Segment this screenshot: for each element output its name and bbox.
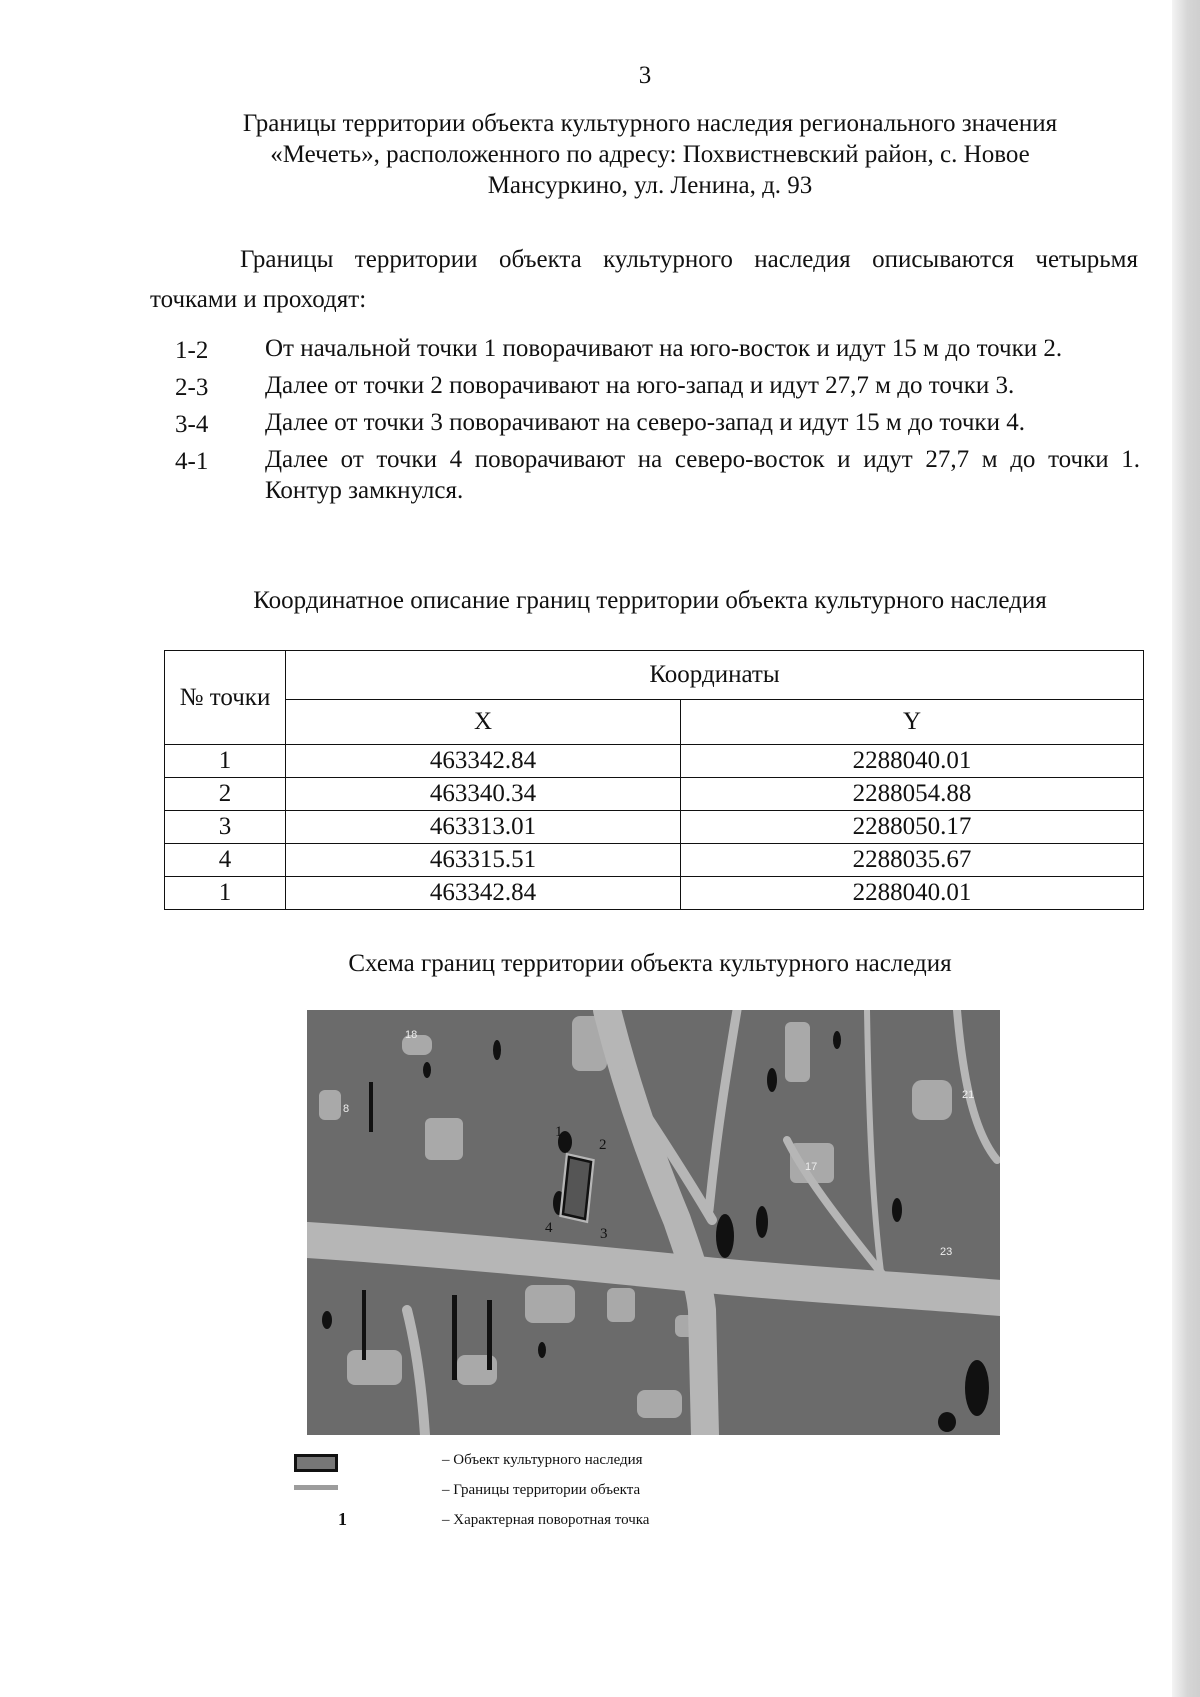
border-legend-symbol bbox=[294, 1485, 338, 1490]
cell-x: 463340.34 bbox=[286, 778, 681, 811]
segment-number: 2-3 bbox=[175, 374, 209, 401]
scheme-caption: Схема границ территории объекта культурного наследия bbox=[348, 950, 952, 977]
segment-description: От начальной точки 1 поворачивают на юго-восток и идут 15 м до точки 2. bbox=[265, 335, 1063, 362]
cell-x: 463342.84 bbox=[286, 745, 681, 778]
document-title bbox=[150, 108, 1150, 201]
header-point-number: № точки bbox=[165, 651, 286, 745]
point-label: 4 bbox=[545, 1220, 553, 1236]
cell-point: 4 bbox=[165, 844, 286, 877]
segment-row bbox=[175, 370, 1140, 403]
title-line: Мансуркино, ул. Ленина, д. 93 bbox=[487, 172, 813, 199]
cell-y: 2288040.01 bbox=[681, 877, 1144, 910]
scan-edge bbox=[1172, 0, 1200, 1697]
title-line: «Мечеть», расположенного по адресу: Похвистневский район, с. Новое bbox=[270, 141, 1030, 168]
boundary-scheme-map bbox=[307, 1010, 1000, 1435]
cell-point: 2 bbox=[165, 778, 286, 811]
cell-x: 463315.51 bbox=[286, 844, 681, 877]
cell-x: 463342.84 bbox=[286, 877, 681, 910]
point-label: 1 bbox=[555, 1124, 563, 1140]
building-number: 21 bbox=[962, 1089, 975, 1101]
cell-y: 2288054.88 bbox=[681, 778, 1144, 811]
cell-point: 3 bbox=[165, 811, 286, 844]
legend-text: – Объект культурного наследия bbox=[442, 1452, 643, 1468]
header-y: Y bbox=[681, 700, 1144, 745]
segment-row bbox=[175, 444, 1140, 506]
table-row bbox=[165, 844, 1144, 877]
cell-y: 2288040.01 bbox=[681, 745, 1144, 778]
cell-y: 2288050.17 bbox=[681, 811, 1144, 844]
legend-row bbox=[292, 1508, 742, 1538]
table-row bbox=[165, 877, 1144, 910]
map-background bbox=[307, 1010, 1000, 1435]
table-row bbox=[165, 811, 1144, 844]
heritage-object bbox=[563, 1157, 591, 1219]
header-x: X bbox=[286, 700, 681, 745]
segment-number: 3-4 bbox=[175, 411, 209, 438]
building-number: 23 bbox=[940, 1246, 953, 1258]
segment-description: Далее от точки 4 поворачивают на северо-восток и идут 27,7 м до точки 1. Контур замкнулся. bbox=[265, 446, 1140, 504]
segment-description: Далее от точки 3 поворачивают на северо-запад и идут 15 м до точки 4. bbox=[265, 409, 1025, 436]
map-legend bbox=[292, 1448, 742, 1538]
table-header-row bbox=[165, 700, 1144, 745]
coordinates-caption: Координатное описание границ территории объекта культурного наследия bbox=[253, 587, 1047, 614]
page-number: 3 bbox=[638, 62, 652, 89]
cell-x: 463313.01 bbox=[286, 811, 681, 844]
legend-row bbox=[292, 1448, 742, 1478]
legend-row bbox=[292, 1478, 742, 1508]
segment-number: 4-1 bbox=[175, 448, 209, 475]
point-label: 3 bbox=[600, 1226, 608, 1242]
object-legend-symbol bbox=[294, 1454, 338, 1472]
title-line: Границы территории объекта культурного наследия регионального значения bbox=[242, 110, 1058, 137]
point-label: 2 bbox=[599, 1137, 607, 1153]
coordinates-table bbox=[164, 650, 1144, 910]
cell-y: 2288035.67 bbox=[681, 844, 1144, 877]
boundary-segments bbox=[175, 333, 1140, 510]
segment-number: 1-2 bbox=[175, 337, 209, 364]
building-number: 18 bbox=[405, 1029, 418, 1041]
cell-point: 1 bbox=[165, 745, 286, 778]
header-coordinates: Координаты bbox=[286, 651, 1144, 700]
table-row bbox=[165, 745, 1144, 778]
legend-text: – Характерная поворотная точка bbox=[442, 1512, 650, 1528]
segment-row bbox=[175, 407, 1140, 440]
intro-paragraph: Границы территории объекта культурного наследия описываются четырьмя точками и проходят: bbox=[150, 246, 1138, 313]
building-number: 17 bbox=[805, 1161, 818, 1173]
segment-description: Далее от точки 2 поворачивают на юго-запад и идут 27,7 м до точки 3. bbox=[265, 372, 1015, 399]
cell-point: 1 bbox=[165, 877, 286, 910]
table-header-row bbox=[165, 651, 1144, 700]
legend-text: – Границы территории объекта bbox=[442, 1482, 641, 1498]
table-row bbox=[165, 778, 1144, 811]
point-legend-symbol: 1 bbox=[338, 1509, 347, 1529]
segment-row bbox=[175, 333, 1140, 366]
building-number: 8 bbox=[343, 1103, 350, 1115]
